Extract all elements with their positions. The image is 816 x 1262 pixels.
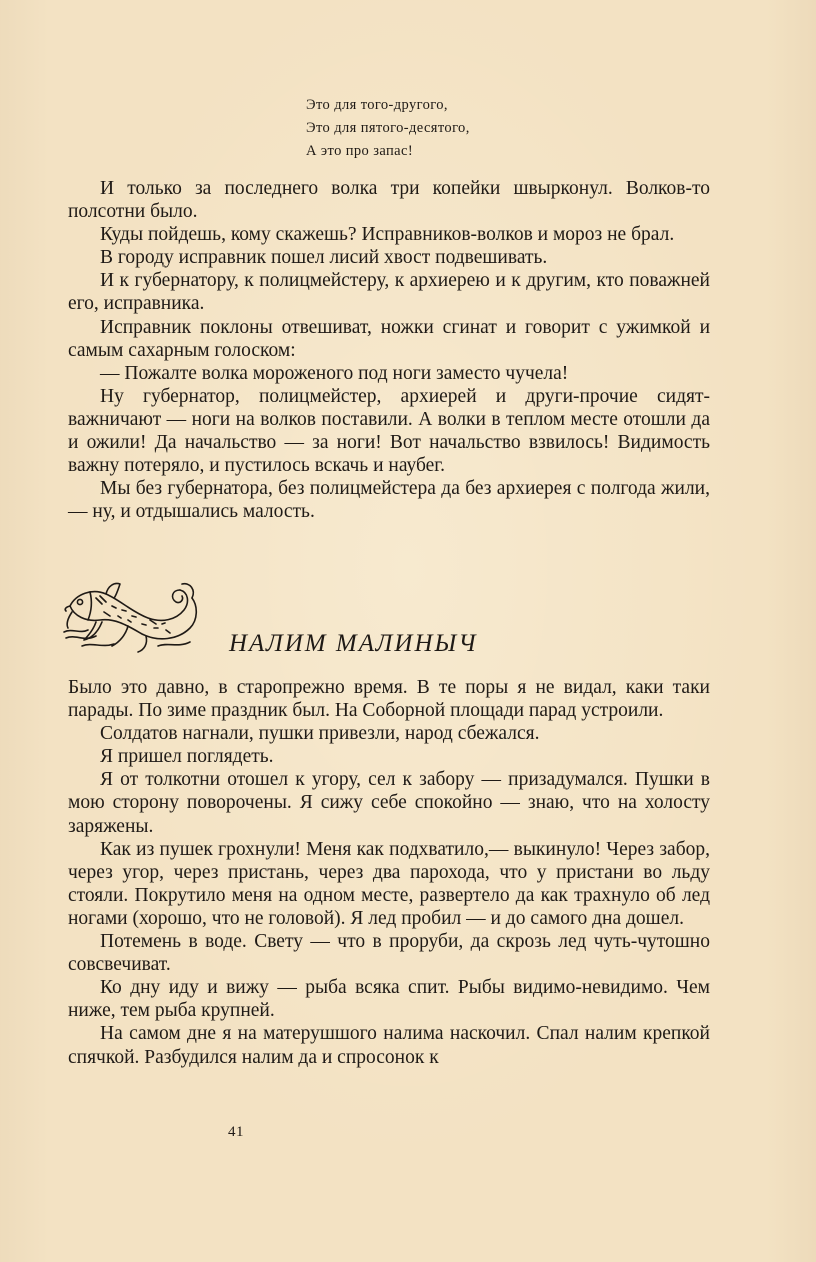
verse-line: А это про запас! (306, 143, 414, 159)
fish-illustration-icon (62, 576, 202, 654)
paragraph: Было это давно, в старопрежно время. В те поры я не видал, каки таки парады. По зиме праздник был. На Соборной площади парад устроили. (68, 677, 710, 722)
paragraph: В городу исправник пошел лисий хвост подвешивать. (100, 247, 548, 269)
paragraph: Я пришел поглядеть. (100, 746, 274, 768)
paragraph: Потемень в воде. Свету — что в проруби, да скрозь лед чуть-чутошно совсвечиват. (68, 931, 710, 976)
paragraph: Мы без губернатора, без полицмейстера да без архиерея с полгода жили,— ну, и отдышались малость. (68, 478, 710, 523)
paragraph: Ко дну иду и вижу — рыба всяка спит. Рыбы видимо-невидимо. Чем ниже, тем рыба крупней. (68, 977, 710, 1022)
verse-block (306, 94, 470, 163)
paragraph: Как из пушек грохнули! Меня как подхватило,— выкинуло! Через забор, через угор, через пристань, через два парохода, что у пристани во льду стояли. Покрутило меня на одном месте, развертело да как трахнуло об лед ногами (хорошо, что не головой). Я лед пробил — и до самого дна дошел. (68, 838, 710, 929)
page-number: 41 (228, 1124, 244, 1140)
paragraph: Солдатов нагнали, пушки привезли, народ сбежался. (100, 723, 540, 745)
verse-line: Это для пятого-десятого, (306, 120, 470, 136)
paragraph: На самом дне я на матерушшого налима наскочил. Спал налим крепкой спячкой. Разбудился налим да и спросонок к (68, 1023, 710, 1068)
story-ending-text (68, 177, 710, 523)
paragraph: Ну губернатор, полицмейстер, архиерей и други-прочие сидят-важничают — ноги на волков поставили. А волки в теплом месте отошли да и ожили! Да начальство — за ноги! Вот начальство взвилось! Видимость важну потеряло, и пустилось вскачь и наубег. (68, 385, 710, 477)
chapter-heading: НАЛИМ МАЛИНЫЧ (229, 630, 478, 657)
paragraph: Куды пойдешь, кому скажешь? Исправников-волков и мороз не брал. (100, 224, 675, 246)
verse-line: Это для того-другого, (306, 97, 448, 113)
paragraph: — Пожалте волка мороженого под ноги заместо чучела! (100, 362, 569, 384)
paragraph: И к губернатору, к полицмейстеру, к архиерею и к другим, кто поважней его, исправника. (68, 270, 710, 315)
paragraph: Я от толкотни отошел к угору, сел к забору — призадумался. Пушки в мою сторону поворочены. Я сижу себе спокойно — знаю, что на холосту заряжены. (68, 769, 710, 837)
paragraph: И только за последнего волка три копейки швырконул. Волков-то полсотни было. (68, 178, 710, 223)
chapter-text (68, 676, 710, 1069)
paragraph: Исправник поклоны отвешиват, ножки сгинат и говорит с ужимкой и самым сахарным голоском: (68, 316, 710, 361)
